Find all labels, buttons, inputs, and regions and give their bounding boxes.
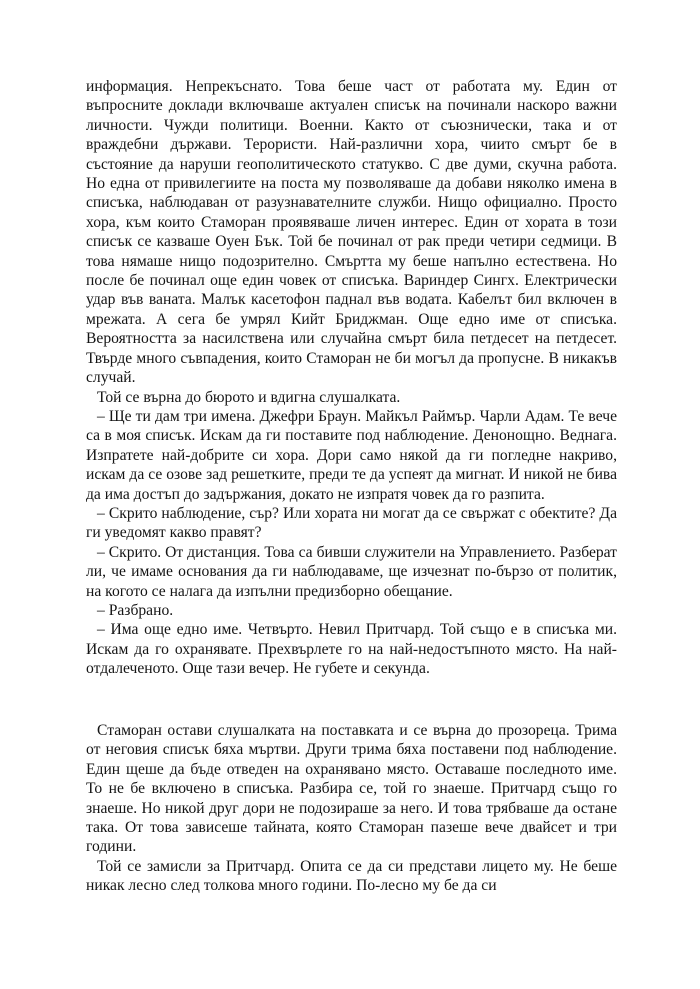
dialogue-line: – Има още едно име. Четвърто. Невил Притчард. Той също е в списъка ми. Искам да го охранявате. Прехвърлете го на най-недостъпното място. На най-отдалеченото. Още тази вечер. Не губете и секунда. (86, 621, 617, 678)
dialogue-line: – Скрито. От дистанция. Това са бивши служители на Управлението. Разберат ли, че имаме основания да ги наблюдаваме, ще изчезнат по-бързо от политик, на когото се налага да изпълни предизборно обещание. (86, 543, 617, 600)
paragraph: информация. Непрекъснато. Това беше част от работата му. Един от въпросните доклади включваше актуален списък на починали наскоро важни личности. Чужди политици. Военни. Както от съюзнически, така и от враждебни държави. Терористи. Най-различни хора, чиито смърт бе в състояние да наруши геополитическото статукво. С две думи, скучна работа. Но една от привилегиите на поста му позволяваше да добави няколко имена в списъка, наблюдаван от разузнавателните служби. Нищо официално. Просто хора, към които Стаморан проявяваше личен интерес. Един от хората в този списък се казваше Оуен Бък. Той бе починал от рак преди четири седмици. В това нямаше нищо подозрително. Смъртта му беше напълно естествена. Но после бе починал още един човек от списъка. Вариндер Сингх. Електрически удар във ваната. Малък касетофон паднал във водата. Кабелът бил включен в мрежата. А сега бе умрял Кийт Бриджман. Още едно име от списъка. Вероятността за насилствена или случайна смърт била петдесет на петдесет. Твърде много съвпадения, които Стаморан не би могъл да пропусне. В никакъв случай. (86, 78, 617, 387)
text-section-1 (86, 77, 617, 679)
dialogue-line: – Скрито наблюдение, сър? Или хората ни могат да се свържат с обектите? Да ги уведомят какво правят? (86, 504, 617, 542)
paragraph: Той се върна до бюрото и вдигна слушалката. (97, 388, 401, 406)
text-section-2 (86, 721, 617, 896)
paragraph: Стаморан остави слушалката на поставката и се върна до прозореца. Трима от неговия списък бяха мъртви. Други трима бяха поставени под наблюдение. Един щеше да бъде отведен на охранявано място. Оставаше последното име. То не бе включено в списъка. Разбира се, той го знаеше. Притчард също го знаеше. Но никой друг дори не подозираше за него. И това трябваше да остане така. От това зависеше тайната, която Стаморан пазеше вече двайсет и три години. (86, 722, 617, 856)
dialogue-line: – Ще ти дам три имена. Джефри Браун. Майкъл Раймър. Чарли Адам. Те вече са в моя списък. Искам да ги поставите под наблюдение. Денонощно. Веднага. Изпратете най-добрите си хора. Дори само някой да ги погледне накриво, искам да се озове зад решетките, преди те да успеят да мигнат. И никой не бива да има достъп до задържания, докато не изпратя човек да го разпита. (86, 407, 617, 503)
paragraph: Той се замисли за Притчард. Опита се да си представи лицето му. Не беше никак лесно след толкова много години. По-лесно му бе да си (86, 857, 617, 895)
dialogue-line: – Разбрано. (97, 601, 174, 619)
